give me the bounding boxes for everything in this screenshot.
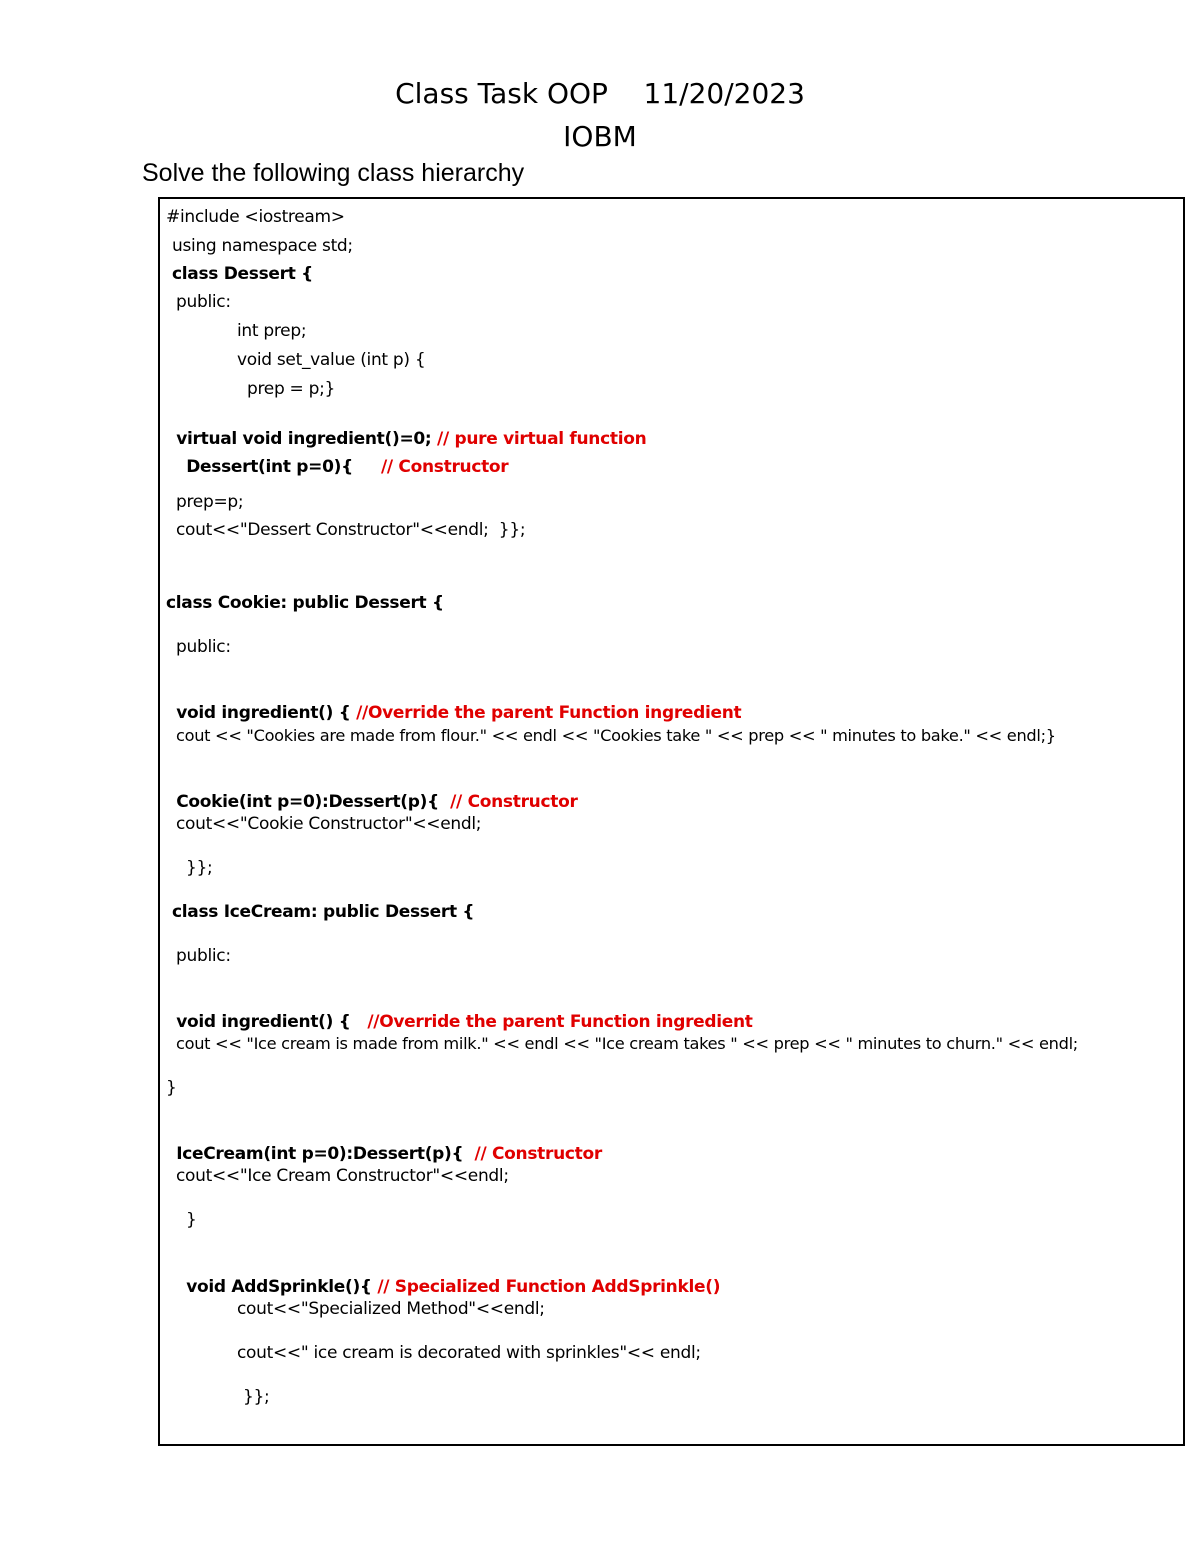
code-statement: void ingredient() { (176, 703, 357, 723)
code-statement: Dessert(int p=0){ (186, 457, 381, 477)
code-line: cout << "Cookies are made from flour." << endl << "Cookies take " << prep << " minutes to bake." << endl;} (176, 726, 1056, 745)
code-line (166, 680, 741, 724)
code-line: #include <iostream> (166, 207, 345, 227)
code-line (166, 989, 753, 1033)
code-comment: // Constructor (474, 1144, 602, 1164)
code-line: cout<<" ice cream is decorated with sprinkles"<< endl; (237, 1343, 701, 1363)
document-title: Class Task OOP 11/20/2023 (395, 77, 805, 110)
code-line: cout << "Ice cream is made from milk." << endl << "Ice cream takes " << prep << " minutes to churn." << endl; (176, 1034, 1078, 1053)
code-comment: // Constructor (381, 457, 509, 477)
code-comment: // Constructor (450, 792, 578, 812)
code-line: int prep; (237, 321, 307, 341)
code-comment: // Specialized Function AddSprinkle() (377, 1277, 721, 1297)
code-comment: //Override the parent Function ingredient (356, 703, 742, 723)
code-statement: void ingredient() { (176, 1012, 368, 1032)
code-line: public: (176, 292, 231, 312)
code-line: prep = p;} (247, 379, 336, 399)
code-line: } (186, 1210, 197, 1230)
code-statement: Cookie(int p=0):Dessert(p){ (176, 792, 451, 812)
task-instruction: Solve the following class hierarchy (142, 159, 525, 187)
code-line: class IceCream: public Dessert { (172, 902, 475, 922)
code-line: }}; (186, 858, 213, 878)
code-line: using namespace std; (172, 236, 353, 256)
code-line: cout<<"Ice Cream Constructor"<<endl; (176, 1166, 509, 1186)
code-statement: void AddSprinkle(){ (186, 1277, 378, 1297)
code-line (176, 1254, 720, 1298)
code-line: public: (176, 946, 231, 966)
code-line: } (166, 1078, 177, 1098)
code-line (166, 769, 578, 813)
code-comment: // pure virtual function (437, 429, 647, 449)
code-statement: virtual void ingredient()=0; (176, 429, 438, 449)
code-line: void set_value (int p) { (237, 350, 426, 370)
code-line: }}; (243, 1387, 270, 1407)
institution-name: IOBM (563, 120, 637, 153)
code-line: cout<<"Dessert Constructor"<<endl; }}; (176, 520, 526, 540)
code-line: cout<<"Cookie Constructor"<<endl; (176, 814, 482, 834)
code-line: cout<<"Specialized Method"<<endl; (237, 1299, 545, 1319)
code-statement: IceCream(int p=0):Dessert(p){ (176, 1144, 475, 1164)
code-comment: //Override the parent Function ingredient (367, 1012, 753, 1032)
code-line: prep=p; (176, 492, 244, 512)
code-line: class Cookie: public Dessert { (166, 593, 444, 613)
code-line (166, 1121, 602, 1165)
code-line (176, 434, 508, 478)
code-line: class Dessert { (172, 264, 313, 284)
code-line: public: (176, 637, 231, 657)
